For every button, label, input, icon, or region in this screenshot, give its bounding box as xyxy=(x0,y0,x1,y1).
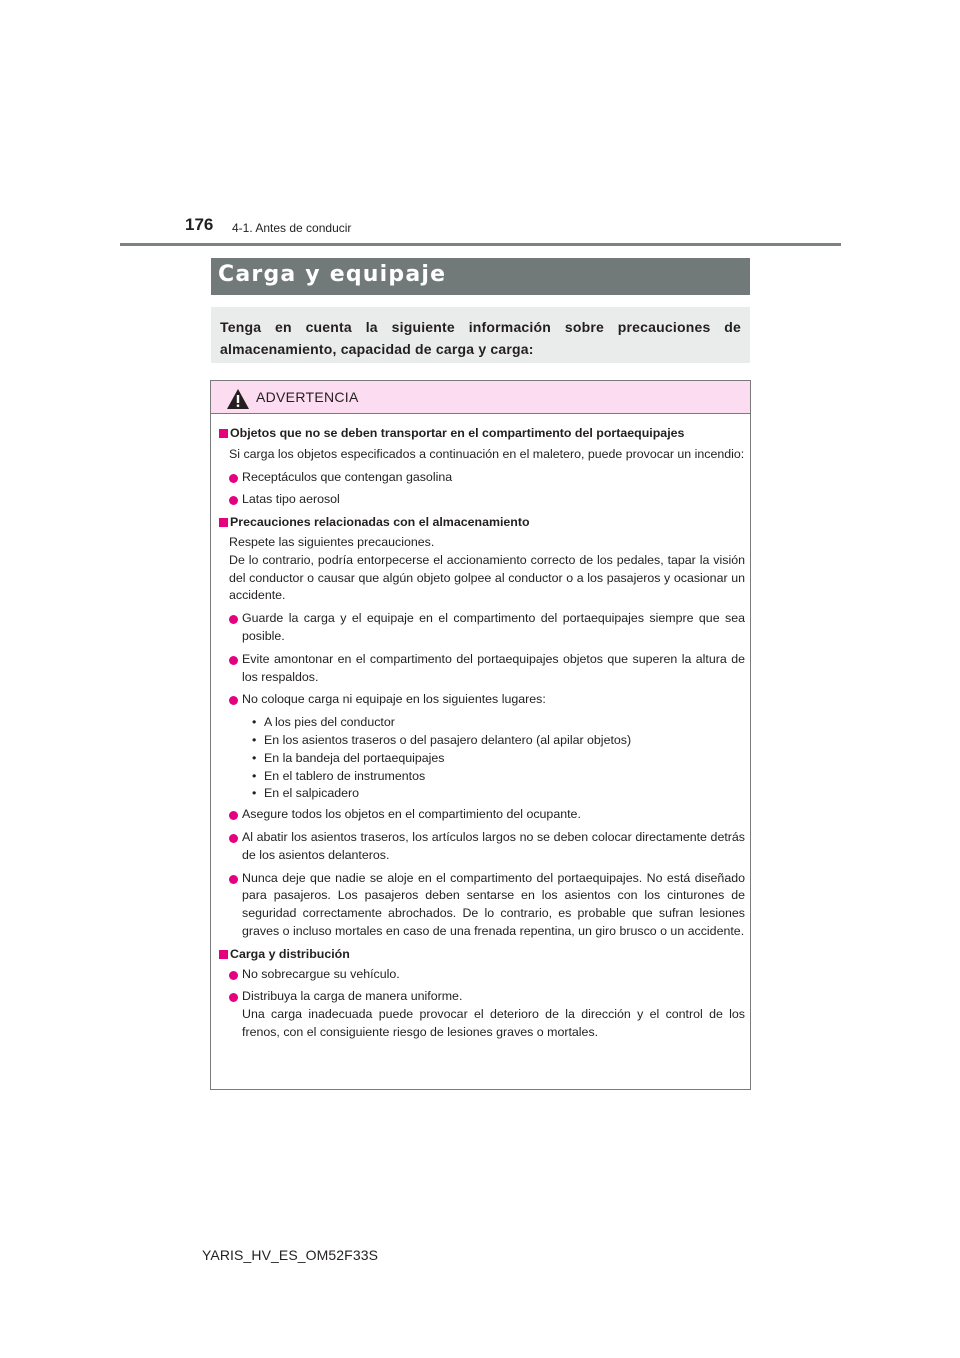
section-heading: Objetos que no se deben transportar en el compartimento del portaequipajes xyxy=(219,425,745,443)
section-label: 4-1. Antes de conducir xyxy=(232,221,352,235)
bullet-item: Latas tipo aerosol xyxy=(219,491,745,509)
bullet-item: No coloque carga ni equipaje en los siguientes lugares: xyxy=(219,691,745,709)
paragraph: Respete las siguientes precauciones. xyxy=(229,534,435,549)
bullet-item: Asegure todos los objetos en el compartimiento del ocupante. xyxy=(219,806,745,824)
sub-list-item: • En el tablero de instrumentos xyxy=(219,768,745,786)
bullet-item: Al abatir los asientos traseros, los artículos largos no se deben colocar directamente detrás de los asientos delanteros. xyxy=(219,829,745,865)
warning-header xyxy=(211,381,750,414)
warning-triangle-icon xyxy=(226,388,250,410)
sub-list-item: • En la bandeja del portaequipajes xyxy=(219,750,745,768)
bullet-item: Receptáculos que contengan gasolina xyxy=(219,469,745,487)
section-heading: Carga y distribución xyxy=(219,946,745,964)
bullet-item: No sobrecargue su vehículo. xyxy=(219,966,745,984)
section-heading: Precauciones relacionadas con el almacenamiento xyxy=(219,514,745,532)
warning-box xyxy=(210,380,751,1090)
page-title: Carga y equipaje xyxy=(218,262,447,287)
intro-box xyxy=(211,307,750,363)
bullet-item: Nunca deje que nadie se aloje en el compartimento del portaequipajes. No está diseñado para pasajeros. Los pasajeros deben sentarse en los asientos con los cinturones de seguridad correctamente abrochados. De lo contrario, es probable que sufran lesiones graves o incluso mortales en caso de una frenada repentina, un giro brusco o un accidente. xyxy=(219,870,745,941)
bullet-item: Evite amontonar en el compartimento del portaequipajes objetos que superen la altura de los respaldos. xyxy=(219,651,745,687)
warning-title: ADVERTENCIA xyxy=(256,389,359,405)
paragraph: Si carga los objetos especificados a continuación en el maletero, puede provocar un incendio: xyxy=(229,446,745,461)
sub-list-item: • En los asientos traseros o del pasajero delantero (al apilar objetos) xyxy=(219,732,745,750)
paragraph: Una carga inadecuada puede provocar el deterioro de la dirección y el control de los frenos, con el consiguiente riesgo de lesiones graves o mortales. xyxy=(242,1007,745,1039)
bullet-item: Guarde la carga y el equipaje en el compartimento del portaequipajes siempre que sea posible. xyxy=(219,610,745,646)
sub-list-item: • A los pies del conductor xyxy=(219,714,745,732)
intro-text: Tenga en cuenta la siguiente información sobre precauciones de almacenamiento, capacidad de carga y carga: xyxy=(220,319,741,357)
paragraph: De lo contrario, podría entorpecerse el accionamiento correcto de los pedales, tapar la visión del conductor o causar que algún objeto golpee al conductor o a los pasajeros y ocasionar un accidente. xyxy=(229,552,745,603)
footer-document-code: YARIS_HV_ES_OM52F33S xyxy=(202,1247,379,1263)
sub-list-item: • En el salpicadero xyxy=(219,785,745,803)
header-rule xyxy=(120,243,841,246)
page-number: 176 xyxy=(185,215,214,234)
bullet-item: Distribuya la carga de manera uniforme. xyxy=(219,988,745,1006)
warning-content xyxy=(219,425,745,1042)
